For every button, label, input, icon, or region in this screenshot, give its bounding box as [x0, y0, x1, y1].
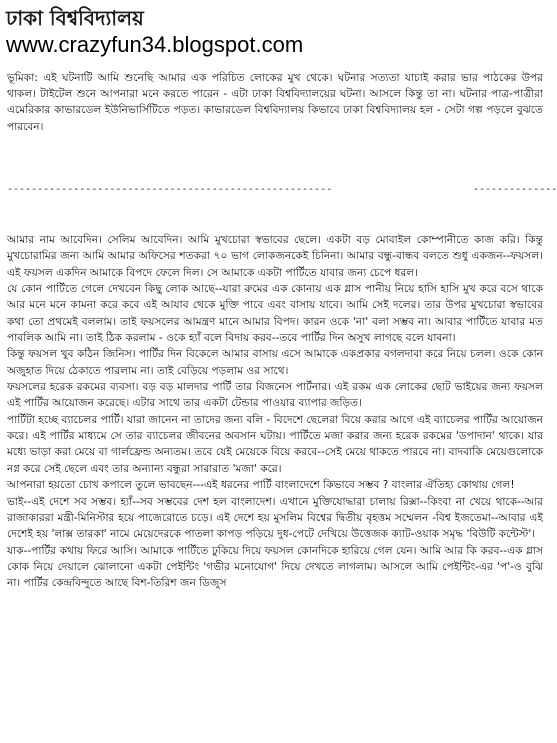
story-body	[7, 232, 543, 592]
intro-paragraph: ভূমিকা: এই ঘটনাটি আমি শুনেছি আমার এক পরিচিত লোকের মুখ থেকে। ঘটনার সত্যতা যাচাই করার ভার পাঠকের উপর থাকল। টাইটেল শুনে আপনারা মনে করতে পারেন - এটা ঢাকা বিশ্ববিদ্যালয়ের ঘটনা। আসলে কিন্তু তা না। ঘটনার পাত্র-পাত্রীরা এমেরিকার কাভারডেল ইউনিভার্সিটিতে পড়ত। কাভারডেল বিশ্ববিদ্যালয় কিভাবে ঢাকা বিশ্ববিদ্যালয় হল - সেটা গল্প পড়লে বুঝতে পারবেন।	[7, 72, 543, 133]
divider-line	[7, 184, 557, 200]
story-paragraph: আমার নাম আবেদিন। সেলিম আবেদিন। আমি মুখচোরা স্বভাবের ছেলে। একটা বড় মোবাইল কোম্পানীতে কাজ করি। কিন্তু মুখচোরামির জন্য আমি আমার অফিসের শতকরা ৭০ ভাগ লোকজনকেই চিনিনা। আমার বন্ধু-বান্ধব বলতে শুধু একজন--ফয়সল। এই ফয়সল একদিন আমাকে বিপদে ফেলে দিল। সে আমাকে একটা পার্টিতে যাবার জন্য চেপে ধরল।	[7, 234, 543, 279]
story-paragraph: পার্টিটা হচ্ছে ব্যাচেলর পার্টি। যারা জানেন না তাদের জন্য বলি - বিদেশে ছেলেরা বিয়ে করার আগে এই ব্যাচেলর পার্টির আয়োজন করে। এই পার্টির মাধ্যমে সে তার ব্যাচেলর জীবনের অবসান ঘটায়। পার্টিতে মজা করার জন্য হরেক রকমের 'ডপাদান' থাকে। যার মধ্যে ভাড়া করা মেয়ে বা গার্লফ্রেন্ড অন্যতম। তবে যেই মেয়েকে বিয়ে করবে--সেই মেয়ে থাকতে পারবে না। বাদবাকি মেয়েগুলোকে নগ্ন করে সেই ছেলে এবং তার অন্যান্য বন্ধুরা সারারাত 'মজা' করে।	[7, 413, 543, 475]
story-paragraph: ভাই--এই দেশে সব সম্ভব। হ্যাঁ--সব সম্ভবের দেশ হল বাংলাদেশ। এখানে মুক্তিযোদ্ধারা চালায় রিক্সা--কিংবা না খেয়ে থাকে--আর রাজাকাররা মন্ত্রী-মিনিস্টার হয়ে পাজেরোতে চড়ে। এই দেশে হয় মুসলিম বিশ্বের দ্বিতীয় বৃহত্তম সম্মেলন -বিশ্ব ইজতেমা--আবার এই দেশেই হয় 'লাক্স তারকা' নামে মেয়েদেরকে পাতলা কাপড় পড়িয়ে দুধ-পেটে দেখিয়ে উত্তেজক ক্যাট-ওয়াক সমৃদ্ধ 'বিউটি কন্টেস্ট'।	[7, 495, 543, 541]
story-paragraph: কিন্তু ফয়সল খুব কঠিন জিনিস। পার্টির দিন বিকেলে আমার বাসায় এসে আমাকে একপ্রকার বগলদাবা করে নিয়ে চলল। ওকে কোন অজুহাত দিয়ে ঠেকাতে পারলাম না। তাই বেড়িয়ে পড়লাম ওর সাথে।	[7, 348, 543, 377]
story-paragraph: ফয়সলের হরেক রকমের ব্যবসা। বড় বড় মালদার পার্টি তার বিজনেস পার্টনার। এই রকম এক লোকের ছোট ভাইয়ের জন্য ফয়সল এই পার্টির আয়োজন করেছে। এটার সাথে তার একটা টেন্ডার পাওয়ার ব্যাপার জড়িত।	[7, 381, 543, 410]
blog-url: www.crazyfun34.blogspot.com	[6, 32, 304, 57]
intro-section	[7, 70, 543, 135]
divider-left: ------------------------------------------------------	[7, 184, 333, 195]
story-paragraph: যাক--পার্টির কথায় ফিরে আসি। আমাকে পার্টিতে ঢুকিয়ে দিয়ে ফয়সল কোনদিকে হারিয়ে গেল যেন। আমি আর কি করব--এক গ্লাস কোক নিয়ে দেয়ালে ঝোলানো একটা পেইন্টিং 'গভীর মনোযোগ' দিয়ে দেখতে লাগলাম। আসলে আমি পেইন্টিং-এর 'প'-ও বুঝি না। পার্টির কেন্দ্রবিন্দুতে আছে বিশ-তিরিশ জন ডিজুস	[7, 544, 543, 590]
divider-right: --------------	[473, 184, 557, 195]
page-title: ঢাকা বিশ্ববিদ্যালয়	[6, 6, 144, 30]
story-paragraph: যে কোন পার্টিতে গেলে দেখবেন কিছু লোক আছে--যারা রুমের এক কোনায় এক গ্লাস পানীয় নিয়ে হাসি হাসি মুখ করে বসে থাকে আর মনে মনে কামনা করে কবে এই আযাব থেকে মুক্তি পাবে এবং বাসায় যাবে। আমি সেই দলের। তার উপর মুখচোরা স্বভাবের কথা তো প্রথমেই বললাম। তাই ফয়সলের আমন্ত্রণ মানে আমার বিপদ। কারন ওকে 'না' বলা সম্ভব না। আবার পার্টিতে যাবার মত পাবলিক আমি না। তাই ঠিক করলাম - ওকে হ্যাঁ বলে বিদায় করব--তবে পার্টির দিন অসুখ লাগছে বলে যাবনা।	[7, 283, 543, 345]
story-paragraph: আপনারা হয়তো চোখ কপালে তুলে ভাবছেন---এই ধরনের পার্টি বাংলাদেশে কিভাবে সম্ভব ? বাংলার ঐতিহ্য কোথায় গেল!	[7, 479, 515, 492]
